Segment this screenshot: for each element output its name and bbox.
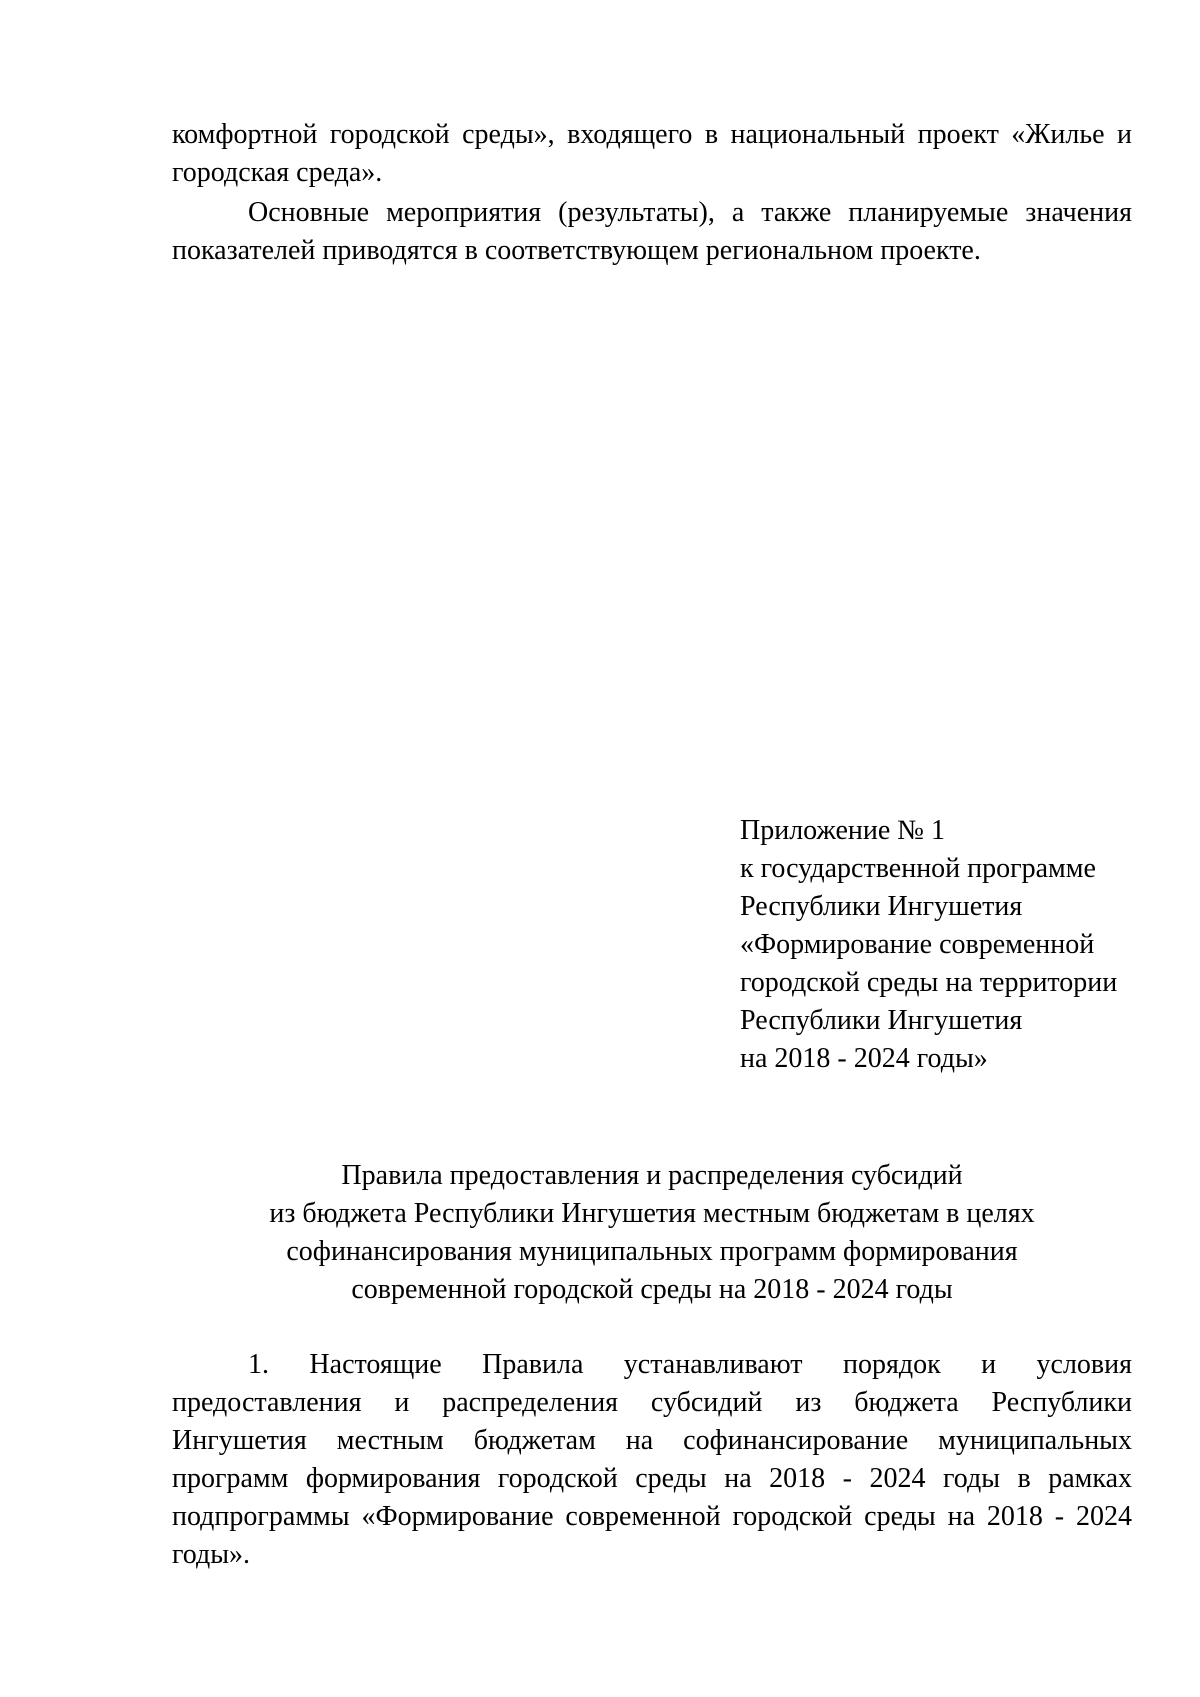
paragraph-1	[172, 1346, 1132, 1574]
appendix-block	[740, 812, 1180, 1078]
paragraph-1-line-5: подпрограммы «Формирование современной городской среды на 2018 - 2024	[172, 1501, 1132, 1532]
intro-line-2: городская среда».	[172, 157, 383, 188]
appendix-line-6: Республики Ингушетия	[740, 1005, 1023, 1036]
intro-line-1: комфортной городской среды», входящего в национальный проект «Жилье и	[172, 119, 1132, 150]
appendix-line-5: городской среды на территории	[740, 967, 1118, 998]
paragraph-1-line-2: предоставления и распределения субсидий из бюджета Республики	[172, 1387, 1132, 1418]
rules-title	[172, 1157, 1132, 1309]
appendix-line-7: на 2018 - 2024 годы»	[740, 1043, 988, 1074]
title-line-4: современной городской среды на 2018 - 2024 годы	[351, 1274, 953, 1305]
paragraph-1-line-3: Ингушетия местным бюджетам на софинансирование муниципальных	[172, 1425, 1132, 1456]
title-line-3: софинансирования муниципальных программ формирования	[286, 1236, 1018, 1267]
appendix-line-4: «Формирование современной	[740, 929, 1095, 960]
intro-line-3: Основные мероприятия (результаты), а также планируемые значения	[248, 197, 1132, 228]
paragraph-1-line-6: годы».	[172, 1539, 251, 1570]
intro-line-4: показателей приводятся в соответствующем региональном проекте.	[172, 235, 981, 266]
paragraph-1-line-1: 1. Настоящие Правила устанавливают порядок и условия	[248, 1349, 1132, 1380]
paragraph-1-line-4: программ формирования городской среды на 2018 - 2024 годы в рамках	[172, 1463, 1132, 1494]
appendix-line-3: Республики Ингушетия	[740, 891, 1023, 922]
appendix-line-1: Приложение № 1	[740, 815, 945, 846]
title-line-2: из бюджета Республики Ингушетия местным бюджетам в целях	[269, 1198, 1035, 1229]
title-line-1: Правила предоставления и распределения субсидий	[341, 1160, 963, 1191]
appendix-line-2: к государственной программе	[740, 853, 1096, 884]
